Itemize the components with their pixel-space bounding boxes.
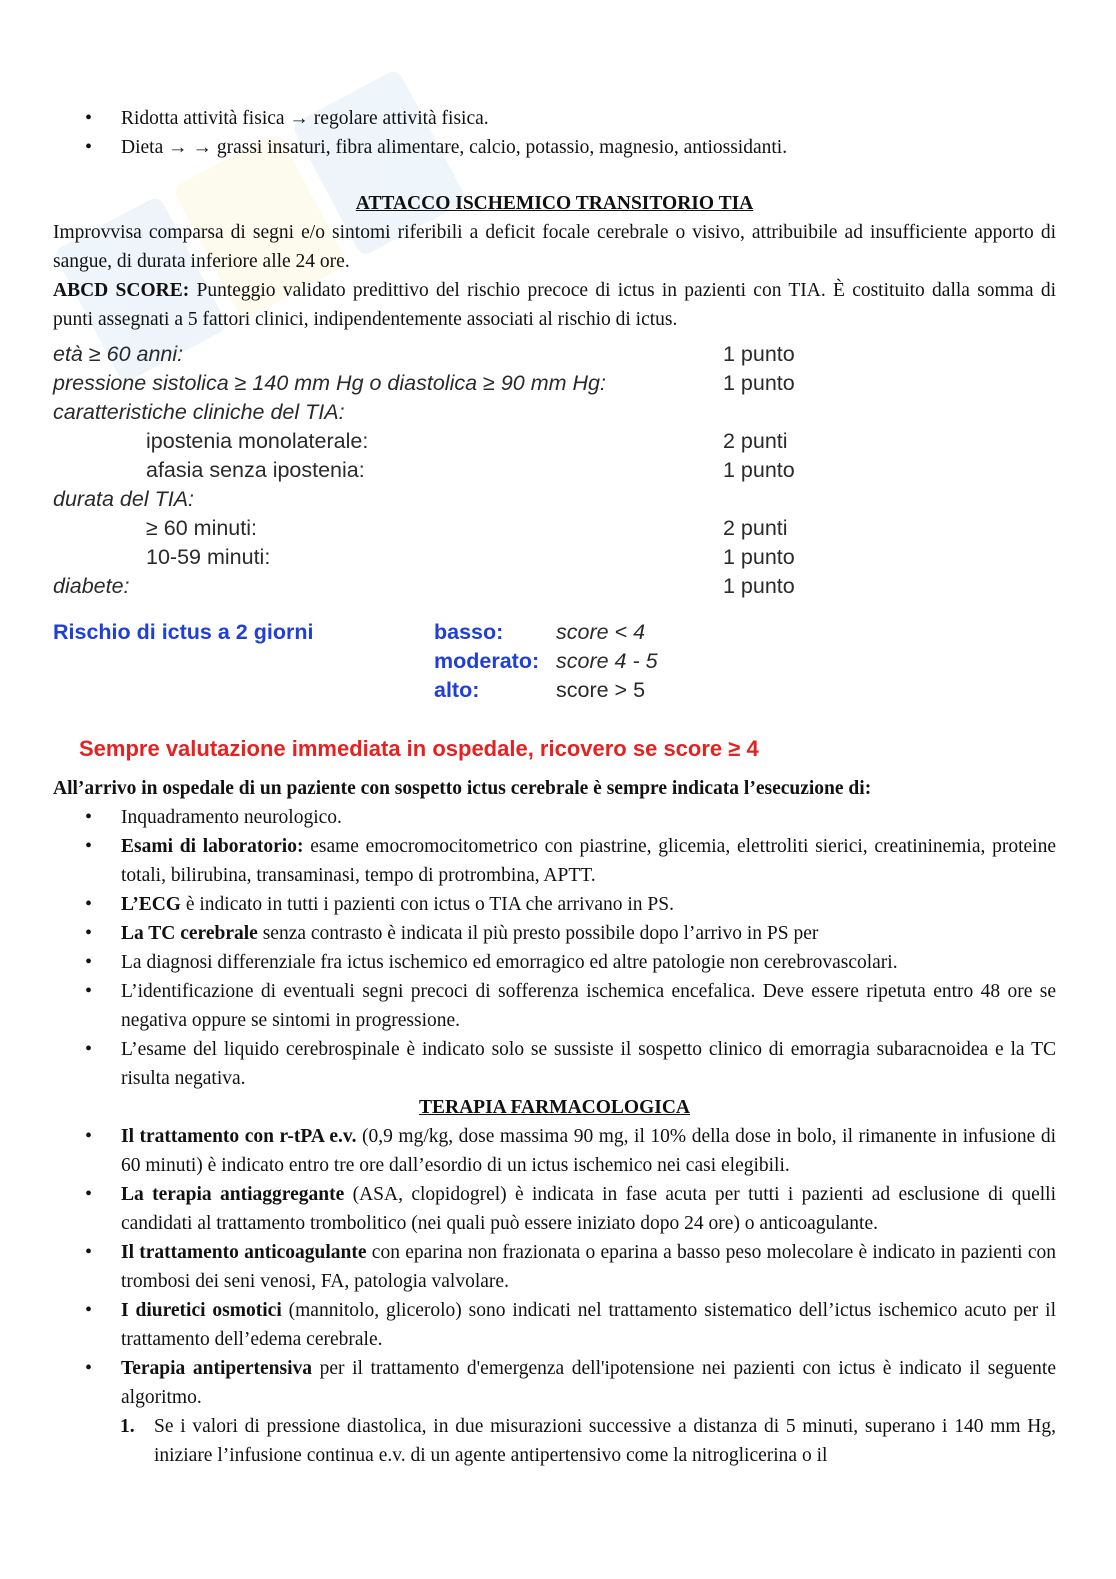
- list-item: • Dieta → → grassi insaturi, fibra alimentare, calcio, potassio, magnesio, antiossidanti.: [53, 133, 1056, 162]
- algorithm-steps: [53, 1412, 1056, 1470]
- abcd-score-table: età ≥ 60 anni: 1 punto pressione sistolica ≥ 140 mm Hg o diastolica ≥ 90 mm Hg: 1 punto caratteristiche cliniche del TIA: ipostenia monolaterale: 2 punti afasia senza ipostenia: 1 punto durata del TIA: ≥ 60 minuti: 2 punti 10-59 minuti: 1 punto diabete: 1 punto Rischio di ictus a 2 giorni basso: score < 4 moderato: score 4 - 5 alto: score > 5 Sempre valutazione immediata in ospedale, ricovero se score ≥ 4: [53, 342, 795, 761]
- list-item: • Esami di laboratorio: esame emocromocitometrico con piastrine, glicemia, elettroliti sierici, creatininemia, proteine totali, bilirubina, transaminasi, tempo di protrombina, APTT.: [53, 832, 1056, 890]
- abcd-paragraph: [53, 276, 1056, 334]
- list-item: • La terapia antiaggregante (ASA, clopidogrel) è indicata in fase acuta per tutti i pazienti ad esclusione di quelli candidati al trattamento trombolitico (nei quali può essere iniziato dopo 24 ore) o anticoagulante.: [53, 1180, 1056, 1238]
- list-item: • L’identificazione di eventuali segni precoci di sofferenza ischemica encefalica. Deve essere ripetuta entro 48 ore se negativa oppure se sintomi in progressione.: [53, 977, 1056, 1035]
- list-item: • La diagnosi differenziale fra ictus ischemico ed emorragico ed altre patologie non cerebrovascolari.: [53, 948, 1056, 977]
- list-item: 1. Se i valori di pressione diastolica, in due misurazioni successive a distanza di 5 minuti, superano i 140 mm Hg, iniziare l’infusione continua e.v. di un agente antipertensivo come la nitroglicerina o il: [120, 1416, 1056, 1466]
- list-item: • L’ECG è indicato in tutti i pazienti con ictus o TIA che arrivano in PS.: [53, 890, 1056, 919]
- list-item: • Inquadramento neurologico.: [53, 803, 1056, 832]
- therapy-heading: TERAPIA FARMACOLOGICA: [418, 1097, 691, 1118]
- abcd-text: Punteggio validato predittivo del rischio precoce di ictus in pazienti con TIA. È costituito dalla somma di punti assegnati a 5 fattori clinici, indipendentemente associati al rischio di ictus.: [53, 280, 1056, 330]
- tia-heading: ATTACCO ISCHEMICO TRANSITORIO TIA: [355, 193, 754, 214]
- list-item: • Il trattamento anticoagulante con eparina non frazionata o eparina a basso peso molecolare è indicato in pazienti con trombosi dei seni venosi, FA, patologia valvolare.: [53, 1238, 1056, 1296]
- therapy-list: [53, 1122, 1056, 1412]
- list-item: • Terapia antipertensiva per il trattamento d'emergenza dell'ipotensione nei pazienti con ictus è indicato il seguente algoritmo.: [53, 1354, 1056, 1412]
- risk-level-row: basso: score < 4: [434, 620, 646, 644]
- top-bullet-list: [53, 104, 1056, 162]
- risk-level-row: moderato: score 4 - 5: [434, 649, 658, 673]
- list-item: • Ridotta attività fisica → regolare attività fisica.: [53, 104, 1056, 133]
- risk-title: Rischio di ictus a 2 giorni: [53, 620, 314, 644]
- hospital-note: Sempre valutazione immediata in ospedale, ricovero se score ≥ 4: [79, 736, 759, 761]
- risk-level-row: alto: score > 5: [434, 678, 646, 702]
- abcd-label: ABCD SCORE:: [53, 280, 190, 301]
- list-item: • L’esame del liquido cerebrospinale è indicato solo se sussiste il sospetto clinico di emorragia subaracnoidea e la TC risulta negativa.: [53, 1035, 1056, 1093]
- arrival-list: [53, 803, 1056, 1093]
- list-item: • Il trattamento con r-tPA e.v. (0,9 mg/kg, dose massima 90 mg, il 10% della dose in bolo, il rimanente in infusione di 60 minuti) è indicato entro tre ore dall’esordio di un ictus ischemico nei casi elegibili.: [53, 1122, 1056, 1180]
- list-item: • I diuretici osmotici (mannitolo, glicerolo) sono indicati nel trattamento sistematico dell’ictus ischemico acuto per il trattamento dell’edema cerebrale.: [53, 1296, 1056, 1354]
- arrival-intro: All’arrivo in ospedale di un paziente con sospetto ictus cerebrale è sempre indicata l’esecuzione di:: [53, 778, 872, 799]
- list-item: • La TC cerebrale senza contrasto è indicata il più presto possibile dopo l’arrivo in PS per: [53, 919, 1056, 948]
- tia-definition: Improvvisa comparsa di segni e/o sintomi riferibili a deficit focale cerebrale o visivo, attribuibile ad insufficiente apporto di sangue, di durata inferiore alle 24 ore.: [53, 222, 1056, 272]
- document-page: [53, 104, 1056, 1470]
